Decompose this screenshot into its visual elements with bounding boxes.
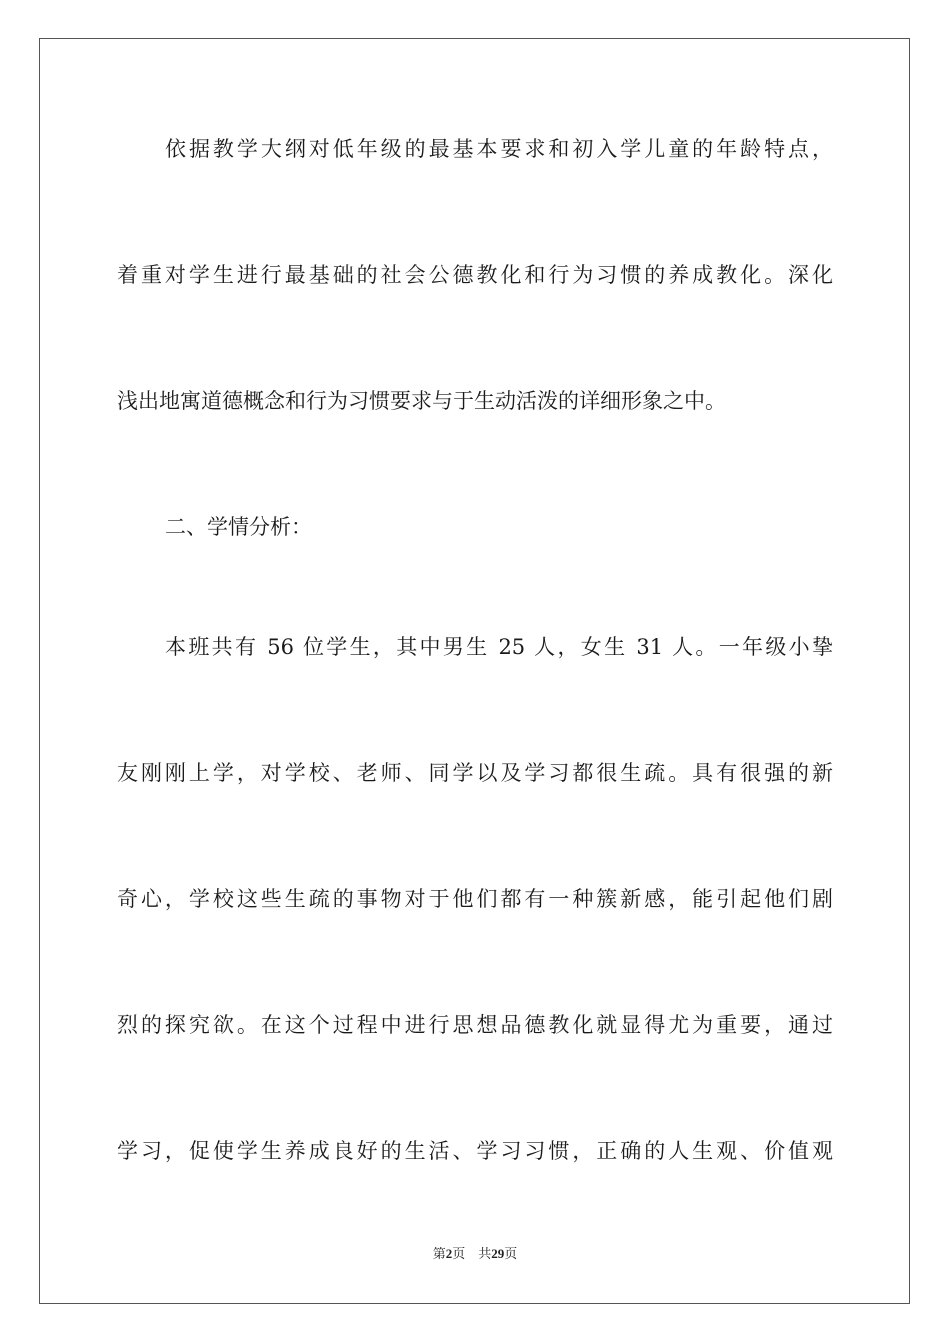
- text-line-2: 着重对学生进行最基础的社会公德教化和行为习惯的养成教化。深化: [117, 263, 833, 287]
- text-line-1: 依据教学大纲对低年级的最基本要求和初入学儿童的年龄特点，: [165, 137, 833, 161]
- page-border: [39, 38, 910, 1304]
- page-footer: [0, 1245, 950, 1263]
- text-line-6: 友刚刚上学，对学校、老师、同学以及学习都很生疏。具有很强的新: [117, 761, 833, 785]
- section-heading: 二、学情分析：: [165, 515, 312, 539]
- text-line-7: 奇心，学校这些生疏的事物对于他们都有一种簇新感，能引起他们剧: [117, 887, 833, 911]
- text-line-3: 浅出地寓道德概念和行为习惯要求与于生动活泼的详细形象之中。: [117, 389, 726, 413]
- footer-total-number: 29: [491, 1246, 505, 1261]
- text-line-8: 烈的探究欲。在这个过程中进行思想品德教化就显得尤为重要，通过: [117, 1013, 833, 1037]
- text-line-5: 本班共有 56 位学生，其中男生 25 人，女生 31 人。一年级小挚: [165, 635, 833, 659]
- footer-total-prefix: 共: [478, 1246, 492, 1261]
- footer-total-suffix: 页: [504, 1246, 518, 1261]
- footer-page-number: 2: [445, 1246, 453, 1261]
- footer-page-prefix: 第: [432, 1246, 446, 1261]
- text-line-9: 学习，促使学生养成良好的生活、学习习惯，正确的人生观、价值观: [117, 1139, 833, 1163]
- footer-page-suffix: 页: [452, 1246, 466, 1261]
